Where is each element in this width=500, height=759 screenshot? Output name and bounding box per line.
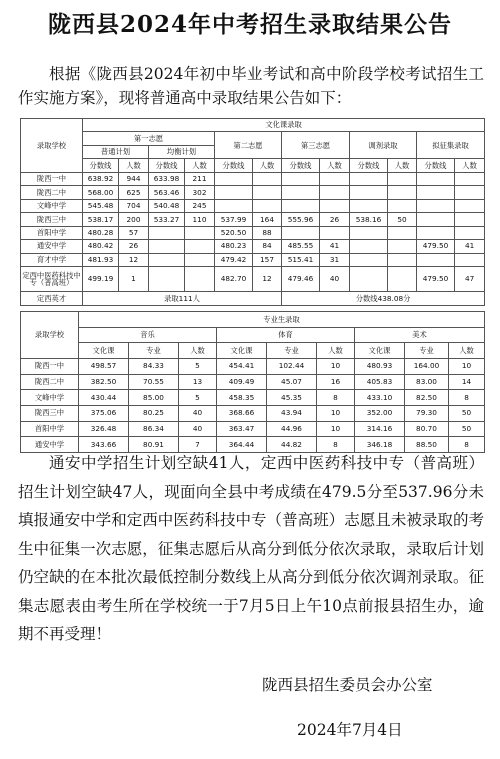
page-title: 陇西县2024年中考招生录取结果公告 <box>47 11 452 38</box>
count-cell <box>388 240 417 253</box>
school-name: 陇西三中 <box>21 405 79 421</box>
culture-score-cell: 346.18 <box>355 437 405 453</box>
count-cell: 10 <box>449 358 485 374</box>
count-cell: 14 <box>449 374 485 390</box>
culture-score-cell: 375.06 <box>79 405 129 421</box>
count-cell <box>455 172 485 185</box>
culture-score-cell: 498.57 <box>79 358 129 374</box>
major-score-cell: 43.94 <box>267 405 317 421</box>
count-cell <box>455 213 485 226</box>
score-cell <box>215 199 253 212</box>
count-cell: 704 <box>119 199 149 212</box>
school-name: 通安中学 <box>21 240 83 253</box>
school-name: 陇西三中 <box>21 213 83 226</box>
count-cell: 57 <box>119 226 149 239</box>
major-score-header: 专业 <box>405 343 449 359</box>
count-cell: 211 <box>185 172 215 185</box>
culture-admission-table <box>20 118 485 306</box>
count-cell: 40 <box>320 266 350 291</box>
count-cell <box>455 253 485 266</box>
admit-count-cell: 录取111人 <box>83 292 282 306</box>
major-score-cell: 44.96 <box>267 421 317 437</box>
count-cell: 5 <box>179 390 217 406</box>
school-name: 陇西二中 <box>21 374 79 390</box>
score-cell <box>149 226 185 239</box>
culture-score-cell: 480.93 <box>355 358 405 374</box>
score-cell <box>282 199 320 212</box>
school-name: 文峰中学 <box>21 390 79 406</box>
score-cell: 537.99 <box>215 213 253 226</box>
score-cell: 520.50 <box>215 226 253 239</box>
score-cell: 538.17 <box>83 213 119 226</box>
count-cell: 26 <box>320 213 350 226</box>
count-cell <box>388 172 417 185</box>
culture-score-cell: 352.00 <box>355 405 405 421</box>
score-cell: 638.92 <box>83 172 119 185</box>
music-header: 音乐 <box>79 327 217 343</box>
school-name: 通安中学 <box>21 437 79 453</box>
count-header: 人数 <box>449 343 485 359</box>
score-cell <box>350 172 388 185</box>
score-cell <box>215 172 253 185</box>
table-row <box>21 266 485 291</box>
major-score-cell: 45.07 <box>267 374 317 390</box>
major-score-cell: 86.34 <box>129 421 179 437</box>
count-cell: 157 <box>253 253 282 266</box>
table-row <box>21 421 485 437</box>
culture-score-cell: 343.66 <box>79 437 129 453</box>
sports-header: 体育 <box>217 327 355 343</box>
count-cell: 200 <box>119 213 149 226</box>
major-score-cell: 44.82 <box>267 437 317 453</box>
score-cell: 568.00 <box>83 186 119 199</box>
choice3-header: 第三志愿 <box>282 132 350 159</box>
count-cell <box>320 186 350 199</box>
count-cell <box>185 226 215 239</box>
major-score-cell: 85.00 <box>129 390 179 406</box>
count-cell <box>253 186 282 199</box>
count-cell: 7 <box>179 437 217 453</box>
culture-score-header: 文化课 <box>355 343 405 359</box>
count-header: 人数 <box>253 159 282 172</box>
balanced-plan-header: 均衡计划 <box>149 145 215 158</box>
count-cell <box>185 240 215 253</box>
table-row <box>21 186 485 199</box>
score-cell: 481.93 <box>83 253 119 266</box>
score-cell: 533.27 <box>149 213 185 226</box>
regular-plan-header: 普通计划 <box>83 145 149 158</box>
major-score-cell: 88.50 <box>405 437 449 453</box>
table-row <box>21 172 485 185</box>
culture-group-header: 文化课录取 <box>83 119 485 132</box>
count-header: 人数 <box>179 343 217 359</box>
solicit-header: 拟征集录取 <box>417 132 485 159</box>
culture-score-cell: 430.44 <box>79 390 129 406</box>
score-cell <box>417 253 455 266</box>
count-cell: 10 <box>317 405 355 421</box>
score-line-cell: 分数线438.08分 <box>282 292 485 306</box>
choice1-header: 第一志愿 <box>83 132 215 145</box>
table-row <box>21 240 485 253</box>
count-header: 人数 <box>388 159 417 172</box>
school-header: 录取学校 <box>21 119 83 173</box>
school-name: 首阳中学 <box>21 421 79 437</box>
count-cell: 10 <box>317 421 355 437</box>
score-cell <box>149 266 185 291</box>
score-cell: 480.42 <box>83 240 119 253</box>
score-cell <box>417 186 455 199</box>
score-cell: 540.48 <box>149 199 185 212</box>
score-cell <box>417 172 455 185</box>
score-cell: 499.19 <box>83 266 119 291</box>
count-cell: 41 <box>320 240 350 253</box>
culture-score-cell: 326.48 <box>79 421 129 437</box>
count-cell: 8 <box>317 437 355 453</box>
count-cell <box>455 199 485 212</box>
count-cell: 164 <box>253 213 282 226</box>
culture-score-cell: 433.10 <box>355 390 405 406</box>
count-cell <box>388 266 417 291</box>
count-cell <box>253 199 282 212</box>
count-cell: 110 <box>185 213 215 226</box>
count-cell: 12 <box>119 253 149 266</box>
score-cell <box>282 186 320 199</box>
specialty-group-header: 专业生录取 <box>79 312 485 328</box>
count-cell: 12 <box>253 266 282 291</box>
count-cell: 84 <box>253 240 282 253</box>
score-header: 分数线 <box>215 159 253 172</box>
count-cell <box>320 226 350 239</box>
score-cell: 545.48 <box>83 199 119 212</box>
score-cell <box>149 253 185 266</box>
count-cell: 13 <box>179 374 217 390</box>
culture-score-cell: 314.16 <box>355 421 405 437</box>
count-cell <box>388 226 417 239</box>
count-cell: 50 <box>449 421 485 437</box>
major-score-header: 专业 <box>267 343 317 359</box>
signature: 陇西县招生委员会办公室 <box>262 676 433 694</box>
count-header: 人数 <box>317 343 355 359</box>
score-cell: 485.55 <box>282 240 320 253</box>
table-row <box>21 405 485 421</box>
major-score-cell: 80.25 <box>129 405 179 421</box>
major-score-cell: 80.91 <box>129 437 179 453</box>
count-header: 人数 <box>455 159 485 172</box>
major-score-header: 专业 <box>129 343 179 359</box>
culture-score-cell: 409.49 <box>217 374 267 390</box>
score-cell: 515.41 <box>282 253 320 266</box>
major-score-cell: 102.44 <box>267 358 317 374</box>
score-cell <box>417 199 455 212</box>
major-score-cell: 80.70 <box>405 421 449 437</box>
count-cell: 1 <box>119 266 149 291</box>
count-cell: 47 <box>455 266 485 291</box>
intro-paragraph: 根据《陇西县2024年初中毕业考试和高中阶段学校考试招生工作实施方案》，现将普通高中录取结果公告如下： <box>18 65 484 107</box>
school-name: 陇西一中 <box>21 172 83 185</box>
count-cell: 10 <box>317 358 355 374</box>
school-name: 定西英才 <box>21 292 83 306</box>
score-cell <box>417 226 455 239</box>
culture-score-cell: 363.47 <box>217 421 267 437</box>
major-score-cell: 84.33 <box>129 358 179 374</box>
count-cell <box>320 199 350 212</box>
score-cell <box>350 240 388 253</box>
count-cell: 245 <box>185 199 215 212</box>
school-name: 育才中学 <box>21 253 83 266</box>
culture-score-cell: 405.83 <box>355 374 405 390</box>
culture-score-cell: 458.35 <box>217 390 267 406</box>
score-cell: 479.50 <box>417 240 455 253</box>
count-cell <box>388 199 417 212</box>
count-cell: 40 <box>179 421 217 437</box>
score-cell <box>215 186 253 199</box>
culture-score-cell: 364.44 <box>217 437 267 453</box>
school-header: 录取学校 <box>21 312 79 359</box>
count-cell <box>185 266 215 291</box>
school-name: 陇西二中 <box>21 186 83 199</box>
count-cell: 5 <box>179 358 217 374</box>
school-name: 陇西一中 <box>21 358 79 374</box>
score-header: 分数线 <box>282 159 320 172</box>
school-name: 首阳中学 <box>21 226 83 239</box>
school-name: 文峰中学 <box>21 199 83 212</box>
culture-score-cell: 382.50 <box>79 374 129 390</box>
table-row <box>21 253 485 266</box>
count-cell <box>388 253 417 266</box>
count-cell: 8 <box>317 390 355 406</box>
major-score-cell: 79.30 <box>405 405 449 421</box>
major-score-cell: 70.55 <box>129 374 179 390</box>
count-cell <box>388 186 417 199</box>
score-cell: 555.96 <box>282 213 320 226</box>
score-cell: 480.28 <box>83 226 119 239</box>
count-cell: 26 <box>119 240 149 253</box>
score-cell <box>350 186 388 199</box>
culture-score-header: 文化课 <box>217 343 267 359</box>
notice-paragraph: 通安中学招生计划空缺41人，定西中医药科技中专（普高班）招生计划空缺47人，现面向全县中考成绩在479.5分至537.96分未填报通安中学和定西中医药科技中专（普高班）志愿且未被录取的考生中征集一次志愿，征集志愿后从高分到低分依次录取，录取后计划仍空缺的在本批次最低控制分数线上从高分到低分依次调剂录取。征集志愿表由考生所在学校统一于7月5日上午10点前报县招生办，逾期不再受理！ <box>18 454 484 643</box>
major-score-cell: 82.50 <box>405 390 449 406</box>
table-row <box>21 374 485 390</box>
table-row <box>21 292 485 306</box>
score-cell <box>282 226 320 239</box>
count-cell: 625 <box>119 186 149 199</box>
score-cell: 480.23 <box>215 240 253 253</box>
count-cell: 88 <box>253 226 282 239</box>
score-cell: 633.98 <box>149 172 185 185</box>
culture-score-cell: 368.66 <box>217 405 267 421</box>
art-header: 美术 <box>355 327 485 343</box>
count-cell <box>455 186 485 199</box>
count-cell: 50 <box>449 405 485 421</box>
school-name: 定西中医药科技中专（普高班） <box>21 266 83 291</box>
major-score-cell: 83.00 <box>405 374 449 390</box>
adjust-header: 调剂录取 <box>350 132 417 159</box>
score-cell: 479.42 <box>215 253 253 266</box>
score-cell: 482.70 <box>215 266 253 291</box>
score-cell: 479.46 <box>282 266 320 291</box>
count-cell: 31 <box>320 253 350 266</box>
count-header: 人数 <box>320 159 350 172</box>
table-row <box>21 199 485 212</box>
culture-score-header: 文化课 <box>79 343 129 359</box>
culture-score-cell: 454.41 <box>217 358 267 374</box>
score-cell: 563.46 <box>149 186 185 199</box>
score-header: 分数线 <box>350 159 388 172</box>
major-score-cell: 45.35 <box>267 390 317 406</box>
count-cell: 944 <box>119 172 149 185</box>
count-cell: 8 <box>449 390 485 406</box>
table-row <box>21 226 485 239</box>
count-cell <box>320 172 350 185</box>
score-cell <box>350 253 388 266</box>
count-cell: 40 <box>179 405 217 421</box>
score-cell <box>350 199 388 212</box>
score-cell <box>350 266 388 291</box>
count-header: 人数 <box>185 159 215 172</box>
score-cell: 479.50 <box>417 266 455 291</box>
count-cell: 302 <box>185 186 215 199</box>
score-header: 分数线 <box>83 159 119 172</box>
count-cell <box>455 226 485 239</box>
score-cell: 538.16 <box>350 213 388 226</box>
score-header: 分数线 <box>149 159 185 172</box>
table-row <box>21 213 485 226</box>
table-row <box>21 390 485 406</box>
specialty-admission-table <box>20 311 485 453</box>
score-cell <box>417 213 455 226</box>
count-cell: 41 <box>455 240 485 253</box>
count-header: 人数 <box>119 159 149 172</box>
count-cell: 16 <box>317 374 355 390</box>
major-score-cell: 164.00 <box>405 358 449 374</box>
count-cell <box>185 253 215 266</box>
table-row <box>21 358 485 374</box>
count-cell: 8 <box>449 437 485 453</box>
issue-date: 2024年7月4日 <box>297 721 403 739</box>
count-cell <box>253 172 282 185</box>
count-cell: 50 <box>388 213 417 226</box>
score-cell <box>350 226 388 239</box>
score-cell <box>282 172 320 185</box>
score-cell <box>149 240 185 253</box>
choice2-header: 第二志愿 <box>215 132 282 159</box>
score-header: 分数线 <box>417 159 455 172</box>
